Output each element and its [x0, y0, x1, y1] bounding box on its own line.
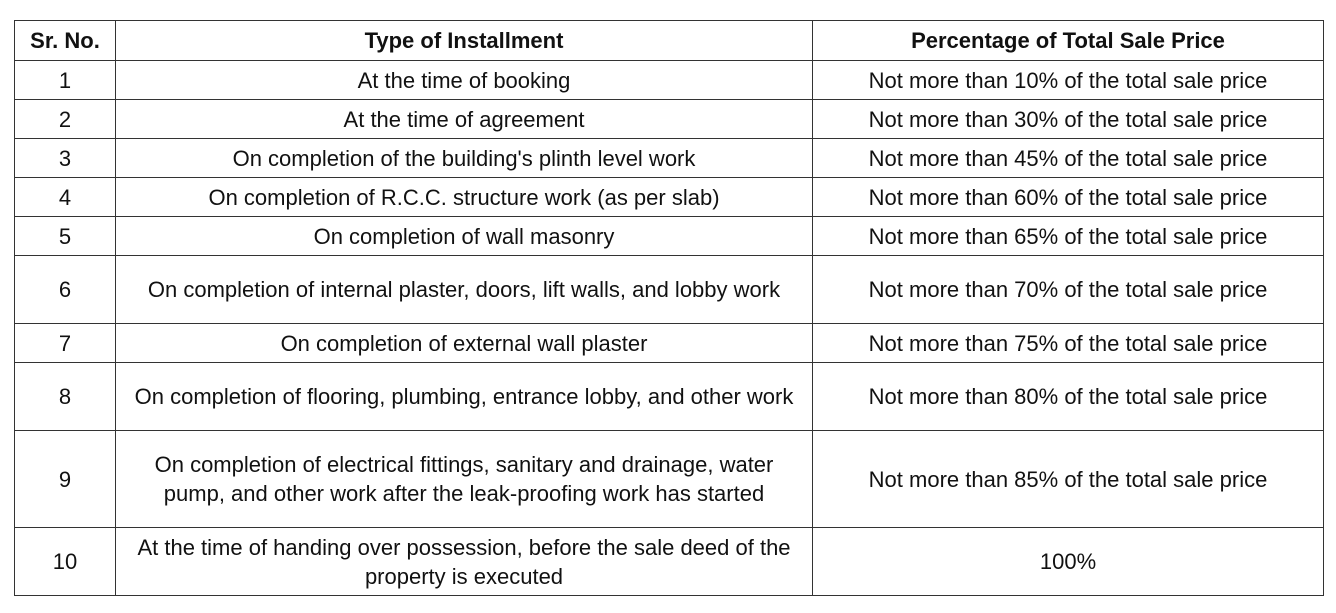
sr-no-cell: 4: [15, 178, 116, 217]
table-row: [15, 431, 1324, 528]
percentage-cell: Not more than 80% of the total sale price: [813, 363, 1324, 431]
percentage-cell: Not more than 75% of the total sale price: [813, 324, 1324, 363]
percentage-cell: Not more than 70% of the total sale price: [813, 256, 1324, 324]
installment-type-cell: On completion of wall masonry: [116, 217, 813, 256]
installment-type-cell: On completion of R.C.C. structure work (as per slab): [116, 178, 813, 217]
installment-type-cell: On completion of flooring, plumbing, entrance lobby, and other work: [116, 363, 813, 431]
table-row: [15, 217, 1324, 256]
sr-no-cell: 10: [15, 528, 116, 596]
installment-table: [14, 20, 1324, 596]
sr-no-cell: 9: [15, 431, 116, 528]
installment-type-cell: On completion of the building's plinth level work: [116, 139, 813, 178]
header-installment-type: Type of Installment: [116, 21, 813, 61]
percentage-cell: Not more than 85% of the total sale price: [813, 431, 1324, 528]
percentage-cell: Not more than 65% of the total sale price: [813, 217, 1324, 256]
sr-no-cell: 8: [15, 363, 116, 431]
percentage-cell: Not more than 30% of the total sale price: [813, 100, 1324, 139]
header-row: [15, 21, 1324, 61]
sr-no-cell: 5: [15, 217, 116, 256]
percentage-cell: Not more than 60% of the total sale price: [813, 178, 1324, 217]
percentage-cell: Not more than 45% of the total sale price: [813, 139, 1324, 178]
installment-type-cell: At the time of handing over possession, before the sale deed of the property is executed: [116, 528, 813, 596]
sr-no-cell: 6: [15, 256, 116, 324]
table-row: [15, 139, 1324, 178]
sr-no-cell: 2: [15, 100, 116, 139]
installment-type-cell: On completion of electrical fittings, sanitary and drainage, water pump, and other work after the leak-proofing work has started: [116, 431, 813, 528]
percentage-cell: Not more than 10% of the total sale price: [813, 61, 1324, 100]
sr-no-cell: 3: [15, 139, 116, 178]
installment-type-cell: On completion of external wall plaster: [116, 324, 813, 363]
table-row: [15, 363, 1324, 431]
sr-no-cell: 7: [15, 324, 116, 363]
percentage-cell: 100%: [813, 528, 1324, 596]
table-row: [15, 178, 1324, 217]
header-percentage: Percentage of Total Sale Price: [813, 21, 1324, 61]
table-row: [15, 324, 1324, 363]
header-sr-no: Sr. No.: [15, 21, 116, 61]
installment-type-cell: On completion of internal plaster, doors, lift walls, and lobby work: [116, 256, 813, 324]
table-row: [15, 61, 1324, 100]
table-row: [15, 100, 1324, 139]
installment-type-cell: At the time of agreement: [116, 100, 813, 139]
table-row: [15, 256, 1324, 324]
installment-type-cell: At the time of booking: [116, 61, 813, 100]
table-row: [15, 528, 1324, 596]
sr-no-cell: 1: [15, 61, 116, 100]
